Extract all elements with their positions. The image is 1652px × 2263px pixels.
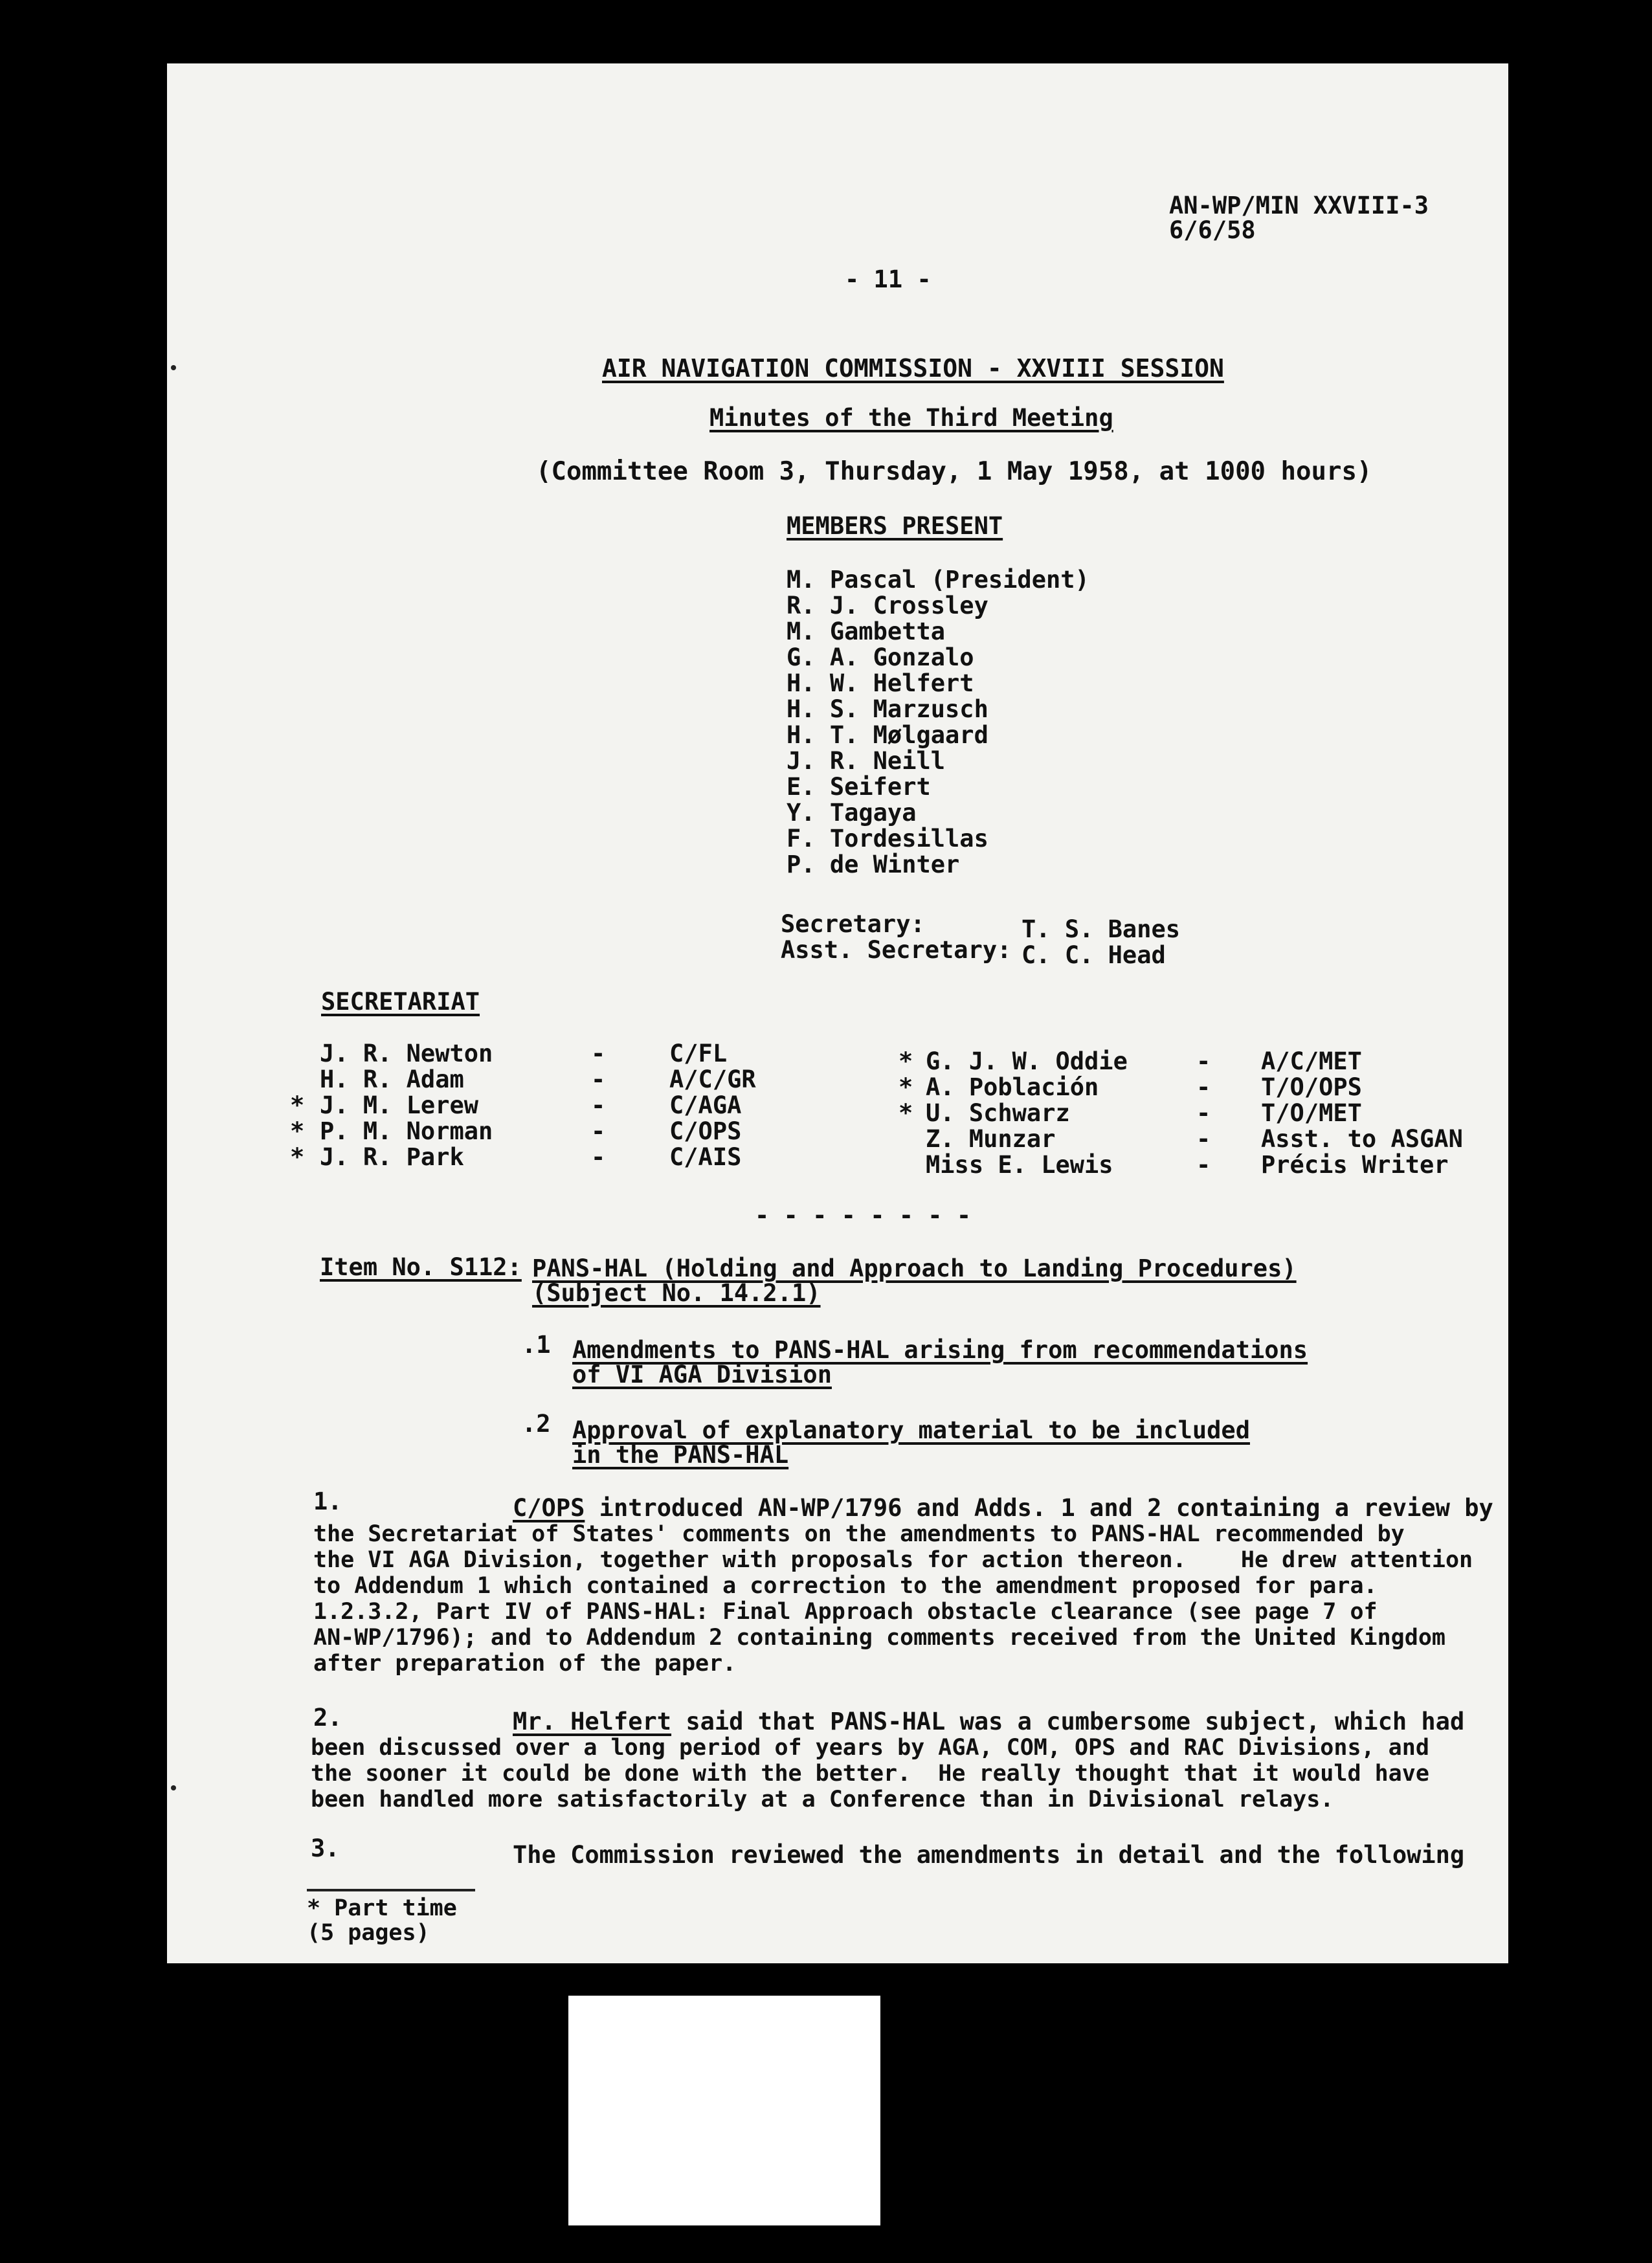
paragraph-line: the sooner it could be done with the better. He really thought that it would have bbox=[311, 1761, 1429, 1787]
member-name: M. Gambetta bbox=[787, 618, 946, 645]
member-name: P. de Winter bbox=[787, 851, 960, 878]
member-name: E. Seifert bbox=[787, 773, 931, 801]
secretariat-role: A/C/GR bbox=[669, 1065, 756, 1093]
secretariat-name: H. R. Adam bbox=[320, 1065, 464, 1093]
asst-secretary-name: C. C. Head bbox=[1021, 941, 1166, 969]
paragraph-first-line: The Commission reviewed the amendments in detail and the following bbox=[513, 1841, 1465, 1869]
member-name: H. S. Marzusch bbox=[787, 695, 988, 723]
part-time-mark: * bbox=[899, 1099, 913, 1127]
part-time-mark: * bbox=[899, 1047, 913, 1075]
secretary-name: T. S. Banes bbox=[1021, 915, 1181, 943]
secretariat-role: Précis Writer bbox=[1261, 1151, 1449, 1179]
secretariat-dash: - bbox=[1196, 1073, 1211, 1101]
paragraph-line: the Secretariat of States' comments on the amendments to PANS-HAL recommended by bbox=[313, 1521, 1405, 1547]
secretariat-name: P. M. Norman bbox=[320, 1117, 493, 1145]
member-name: M. Pascal (President) bbox=[787, 566, 1089, 594]
secretariat-dash: - bbox=[1196, 1125, 1211, 1153]
paragraph-text: said that PANS-HAL was a cumbersome subject, which had bbox=[671, 1708, 1465, 1735]
paragraph-line: the VI AGA Division, together with proposals for action thereon. He drew attention bbox=[313, 1547, 1473, 1573]
subitem-2-number: .2 bbox=[522, 1410, 551, 1438]
member-name: J. R. Neill bbox=[787, 747, 946, 775]
paragraph-line: been handled more satisfactorily at a Conference than in Divisional relays. bbox=[311, 1787, 1334, 1812]
paragraph-text: introduced AN-WP/1796 and Adds. 1 and 2 containing a review by bbox=[585, 1494, 1493, 1522]
paragraph-line: 1.2.3.2, Part IV of PANS-HAL: Final Approach obstacle clearance (see page 7 of bbox=[313, 1599, 1378, 1625]
secretariat-dash: - bbox=[591, 1117, 606, 1145]
paragraph-line: AN-WP/1796); and to Addendum 2 containing comments received from the United Kingdom bbox=[313, 1625, 1446, 1651]
footnote-rule bbox=[307, 1889, 475, 1891]
member-name: H. T. Mølgaard bbox=[787, 721, 988, 749]
member-name: Y. Tagaya bbox=[787, 799, 917, 827]
blank-card bbox=[568, 1996, 880, 2225]
subitem-1-line1: Amendments to PANS-HAL arising from recommendations bbox=[572, 1336, 1308, 1364]
subitem-1-number: .1 bbox=[522, 1331, 551, 1359]
secretariat-dash: - bbox=[591, 1065, 606, 1093]
members-heading: MEMBERS PRESENT bbox=[787, 512, 1003, 540]
part-time-mark: * bbox=[899, 1073, 913, 1101]
secretariat-role: C/AGA bbox=[669, 1091, 742, 1119]
subitem-1-line2: of VI AGA Division bbox=[572, 1361, 832, 1388]
section-separator: - - - - - - - - bbox=[755, 1201, 972, 1229]
secretariat-name: J. R. Park bbox=[320, 1143, 464, 1171]
paragraph-line: to Addendum 1 which contained a correction to the amendment proposed for para. bbox=[313, 1573, 1378, 1599]
secretariat-dash: - bbox=[1196, 1099, 1211, 1127]
item-title-line2: (Subject No. 14.2.1) bbox=[532, 1279, 821, 1307]
secretariat-dash: - bbox=[591, 1143, 606, 1171]
document-subtitle: Minutes of the Third Meeting bbox=[709, 404, 1113, 432]
secretariat-role: A/C/MET bbox=[1261, 1047, 1362, 1075]
secretariat-role: T/O/OPS bbox=[1261, 1073, 1362, 1101]
paragraph-number: 3. bbox=[311, 1834, 340, 1862]
document-page bbox=[167, 63, 1508, 1963]
document-title: AIR NAVIGATION COMMISSION - XXVIII SESSION bbox=[602, 354, 1224, 383]
secretariat-role: C/FL bbox=[669, 1040, 728, 1067]
secretariat-role: Asst. to ASGAN bbox=[1261, 1125, 1463, 1153]
part-time-mark: * bbox=[290, 1117, 305, 1145]
secretariat-dash: - bbox=[1196, 1151, 1211, 1179]
secretariat-role: T/O/MET bbox=[1261, 1099, 1362, 1127]
member-name: R. J. Crossley bbox=[787, 592, 988, 619]
secretary-label: Secretary: bbox=[781, 910, 925, 938]
secretariat-name: Z. Munzar bbox=[926, 1125, 1056, 1153]
speaker-name: Mr. Helfert bbox=[513, 1708, 672, 1735]
item-title-line1: PANS-HAL (Holding and Approach to Landing Procedures) bbox=[532, 1254, 1297, 1282]
paragraph-number: 1. bbox=[313, 1488, 342, 1515]
asst-secretary-label: Asst. Secretary: bbox=[781, 936, 1012, 964]
paragraph-line: been discussed over a long period of years by AGA, COM, OPS and RAC Divisions, and bbox=[311, 1735, 1429, 1761]
paragraph-number: 2. bbox=[313, 1704, 342, 1732]
secretariat-name: G. J. W. Oddie bbox=[926, 1047, 1128, 1075]
member-name: G. A. Gonzalo bbox=[787, 643, 974, 671]
footnote-page-count: (5 pages) bbox=[307, 1920, 430, 1946]
footnote-part-time: * Part time bbox=[307, 1895, 457, 1921]
paragraph-line: after preparation of the paper. bbox=[313, 1651, 737, 1677]
secretariat-role: C/OPS bbox=[669, 1117, 742, 1145]
document-reference: AN-WP/MIN XXVIII-3 bbox=[1169, 192, 1429, 219]
secretariat-name: A. Población bbox=[926, 1073, 1099, 1101]
secretariat-dash: - bbox=[1196, 1047, 1211, 1075]
item-label: Item No. S112: bbox=[320, 1253, 522, 1281]
page-number: - 11 - bbox=[845, 265, 932, 293]
secretariat-dash: - bbox=[591, 1091, 606, 1119]
secretariat-role: C/AIS bbox=[669, 1143, 742, 1171]
secretariat-heading: SECRETARIAT bbox=[321, 988, 480, 1016]
secretariat-name: U. Schwarz bbox=[926, 1099, 1070, 1127]
scan-speck bbox=[171, 1785, 176, 1790]
secretariat-name: Miss E. Lewis bbox=[926, 1151, 1113, 1179]
secretariat-name: J. M. Lerew bbox=[320, 1091, 479, 1119]
paragraph-first-line bbox=[513, 1709, 1464, 1735]
part-time-mark: * bbox=[290, 1143, 305, 1171]
subitem-2-line1: Approval of explanatory material to be included bbox=[572, 1416, 1250, 1444]
part-time-mark: * bbox=[290, 1091, 305, 1119]
document-date: 6/6/58 bbox=[1169, 216, 1256, 244]
member-name: F. Tordesillas bbox=[787, 825, 988, 853]
member-name: H. W. Helfert bbox=[787, 669, 974, 697]
subitem-2-line2: in the PANS-HAL bbox=[572, 1441, 789, 1469]
meeting-info: (Committee Room 3, Thursday, 1 May 1958, at 1000 hours) bbox=[536, 457, 1372, 486]
scan-speck bbox=[171, 365, 176, 370]
secretariat-dash: - bbox=[591, 1040, 606, 1067]
secretariat-name: J. R. Newton bbox=[320, 1040, 493, 1067]
speaker-name: C/OPS bbox=[513, 1494, 585, 1522]
paragraph-first-line bbox=[513, 1495, 1493, 1521]
